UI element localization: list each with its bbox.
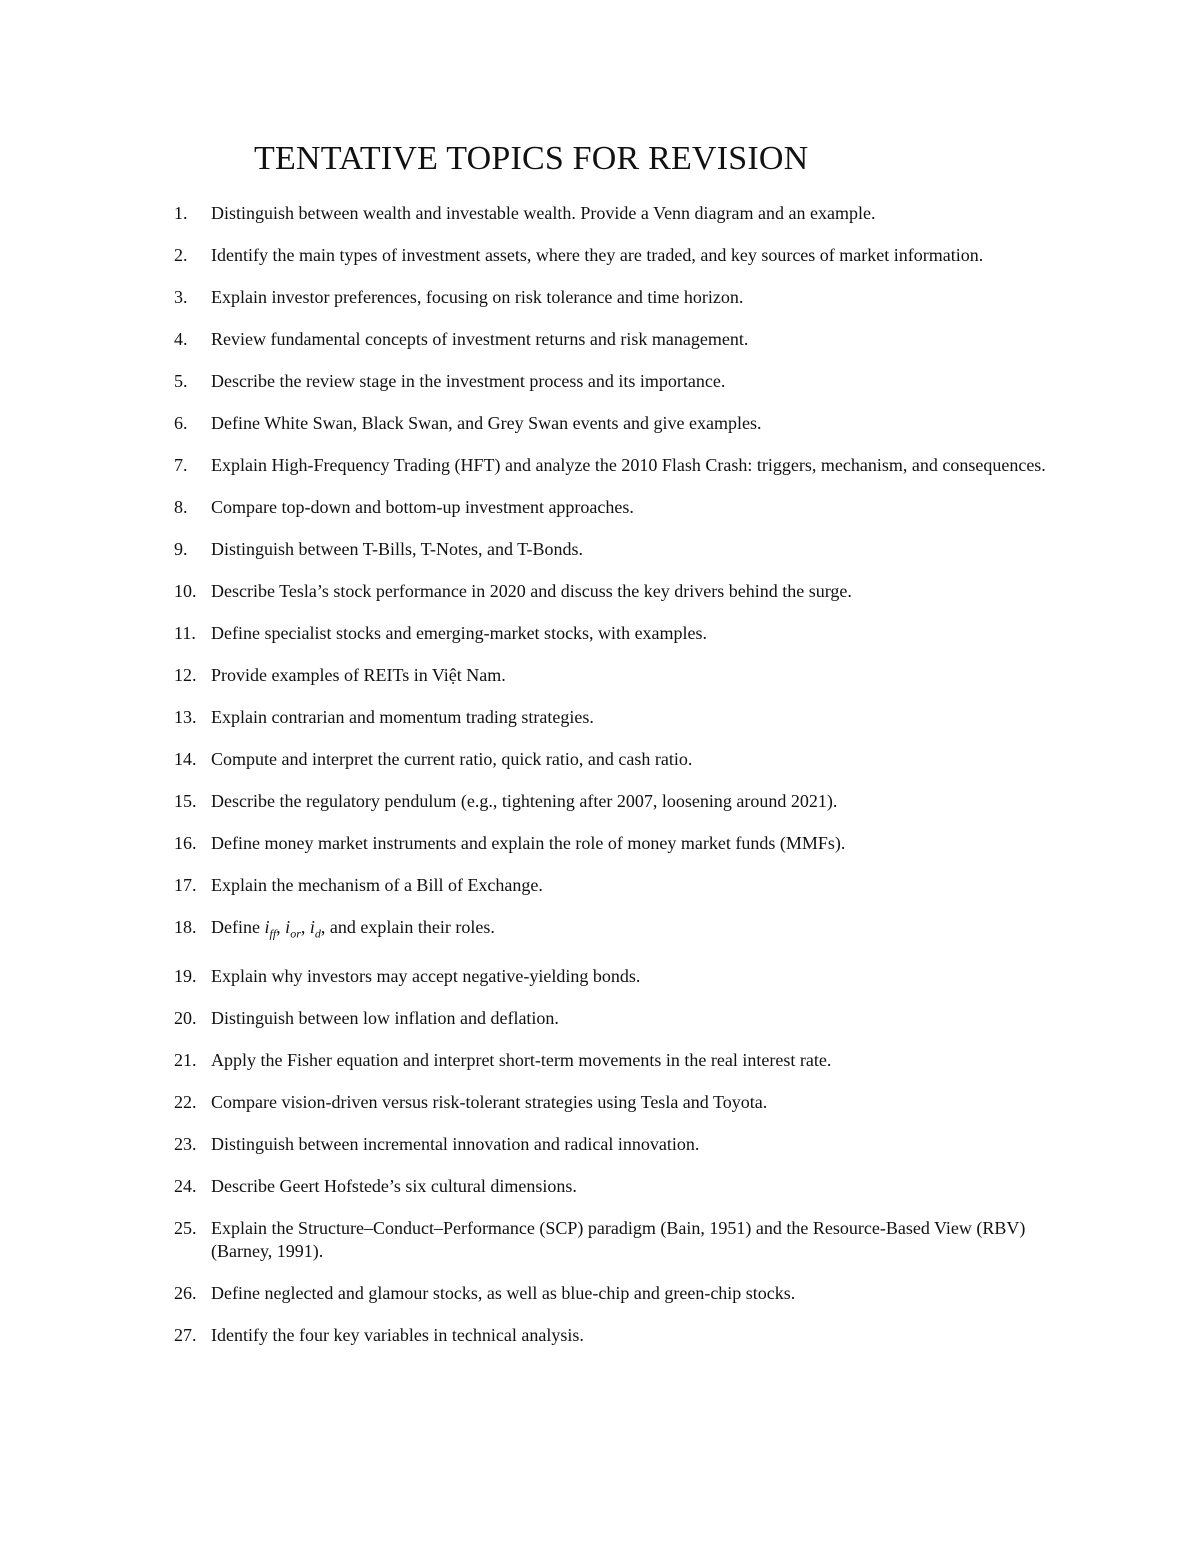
topic-text: Explain why investors may accept negative-yielding bonds. (211, 965, 641, 986)
topic-number: 18. (174, 917, 197, 937)
topic-number: 1. (174, 203, 188, 223)
topic-number: 22. (174, 1091, 197, 1112)
topic-text: Describe the regulatory pendulum (e.g., tightening after 2007, loosening around 2021). (211, 791, 838, 811)
topic-text-prefix: Define (211, 917, 265, 937)
topic-text: Define neglected and glamour stocks, as well as blue-chip and green-chip stocks. (211, 1282, 796, 1303)
topic-number: 20. (174, 1007, 197, 1028)
topic-number: 7. (174, 455, 188, 475)
topic-item (0, 916, 1200, 946)
topic-item (0, 1091, 1200, 1114)
topic-text: Describe the review stage in the investment process and its importance. (211, 371, 726, 391)
topic-text: Explain High-Frequency Trading (HFT) and analyze the 2010 Flash Crash: triggers, mechanism, and consequences. (211, 455, 1046, 475)
topic-text: Identify the four key variables in technical analysis. (211, 1324, 584, 1345)
topic-item (0, 1217, 1200, 1263)
topic-item (0, 1175, 1200, 1198)
topic-number: 21. (174, 1049, 197, 1070)
topic-item (0, 496, 1200, 519)
topic-item (0, 454, 1200, 477)
topic-text: Review fundamental concepts of investment returns and risk management. (211, 329, 749, 349)
topic-text: Explain investor preferences, focusing on risk tolerance and time horizon. (211, 287, 744, 307)
topic-item (0, 965, 1200, 988)
topic-item (0, 790, 1200, 813)
math-variable: $i_d$ (309, 917, 321, 941)
topic-item (0, 1133, 1200, 1156)
math-variable: $i_{or}$ (285, 917, 301, 941)
topic-number: 12. (174, 665, 197, 685)
topic-item (0, 202, 1200, 225)
topic-item (0, 244, 1200, 267)
topic-text: Explain the mechanism of a Bill of Exchange. (211, 875, 543, 895)
topic-number: 9. (174, 539, 188, 559)
topic-text: Define money market instruments and explain the role of money market funds (MMFs). (211, 833, 846, 853)
topic-text: Apply the Fisher equation and interpret short-term movements in the real interest rate. (211, 1049, 832, 1070)
topic-number: 25. (174, 1217, 197, 1238)
topic-item (0, 1007, 1200, 1030)
topic-text: Compute and interpret the current ratio, quick ratio, and cash ratio. (211, 749, 693, 769)
topic-text: Explain contrarian and momentum trading strategies. (211, 707, 594, 727)
topic-text: Identify the main types of investment assets, where they are traded, and key sources of market information. (211, 245, 984, 265)
topic-number: 15. (174, 791, 197, 811)
topic-number: 5. (174, 371, 188, 391)
topic-number: 17. (174, 875, 197, 895)
topic-text: Define specialist stocks and emerging-market stocks, with examples. (211, 623, 708, 643)
topic-number: 10. (174, 581, 197, 601)
topic-number: 16. (174, 833, 197, 853)
topic-text: Describe Tesla’s stock performance in 2020 and discuss the key drivers behind the surge. (211, 581, 852, 601)
topic-item (0, 622, 1200, 645)
topic-text: Explain the Structure–Conduct–Performance (SCP) paradigm (Bain, 1951) and the Resource-Based View (RBV) (Barney, 1991). (211, 1217, 1026, 1261)
topic-item (0, 1324, 1200, 1347)
topic-text: Distinguish between incremental innovation and radical innovation. (211, 1133, 700, 1154)
topic-number: 3. (174, 287, 188, 307)
page-title: TENTATIVE TOPICS FOR REVISION (254, 140, 809, 177)
topic-text: Provide examples of REITs in Việt Nam. (211, 665, 506, 685)
topic-text: Distinguish between low inflation and deflation. (211, 1007, 559, 1028)
topic-text: Distinguish between wealth and investable wealth. Provide a Venn diagram and an example. (211, 203, 876, 223)
topic-number: 24. (174, 1175, 197, 1196)
topic-text: Define White Swan, Black Swan, and Grey Swan events and give examples. (211, 413, 762, 433)
topic-item (0, 1049, 1200, 1072)
topic-number: 6. (174, 413, 188, 433)
topic-item (0, 1282, 1200, 1305)
topic-number: 23. (174, 1133, 197, 1154)
topic-text: Compare top-down and bottom-up investment approaches. (211, 497, 634, 517)
topic-item (0, 832, 1200, 855)
topic-item (0, 706, 1200, 729)
topic-item (0, 538, 1200, 561)
topic-number: 2. (174, 245, 188, 265)
topic-text-suffix: , and explain their roles. (320, 917, 495, 937)
topic-number: 19. (174, 965, 197, 986)
topic-item (0, 580, 1200, 603)
topic-item (0, 748, 1200, 771)
topic-number: 4. (174, 329, 188, 349)
math-variable: $i_{ff}$ (264, 917, 277, 941)
topic-item (0, 664, 1200, 687)
topic-number: 13. (174, 707, 197, 727)
topic-text: Distinguish between T-Bills, T-Notes, and T-Bonds. (211, 539, 584, 559)
topic-number: 8. (174, 497, 188, 517)
topic-number: 14. (174, 749, 197, 769)
topic-number: 26. (174, 1282, 197, 1303)
topic-list (0, 202, 1200, 1366)
topic-number: 11. (174, 623, 196, 643)
topic-item (0, 874, 1200, 897)
topic-number: 27. (174, 1324, 197, 1345)
topic-item (0, 328, 1200, 351)
topic-item (0, 412, 1200, 435)
topic-item (0, 370, 1200, 393)
topic-text: Define $i_{ff}$, $i_{or}$, $i_d$, and explain their roles. (211, 917, 495, 941)
topic-text: Describe Geert Hofstede’s six cultural dimensions. (211, 1175, 577, 1196)
topic-item (0, 286, 1200, 309)
topic-text: Compare vision-driven versus risk-tolerant strategies using Tesla and Toyota. (211, 1091, 768, 1112)
